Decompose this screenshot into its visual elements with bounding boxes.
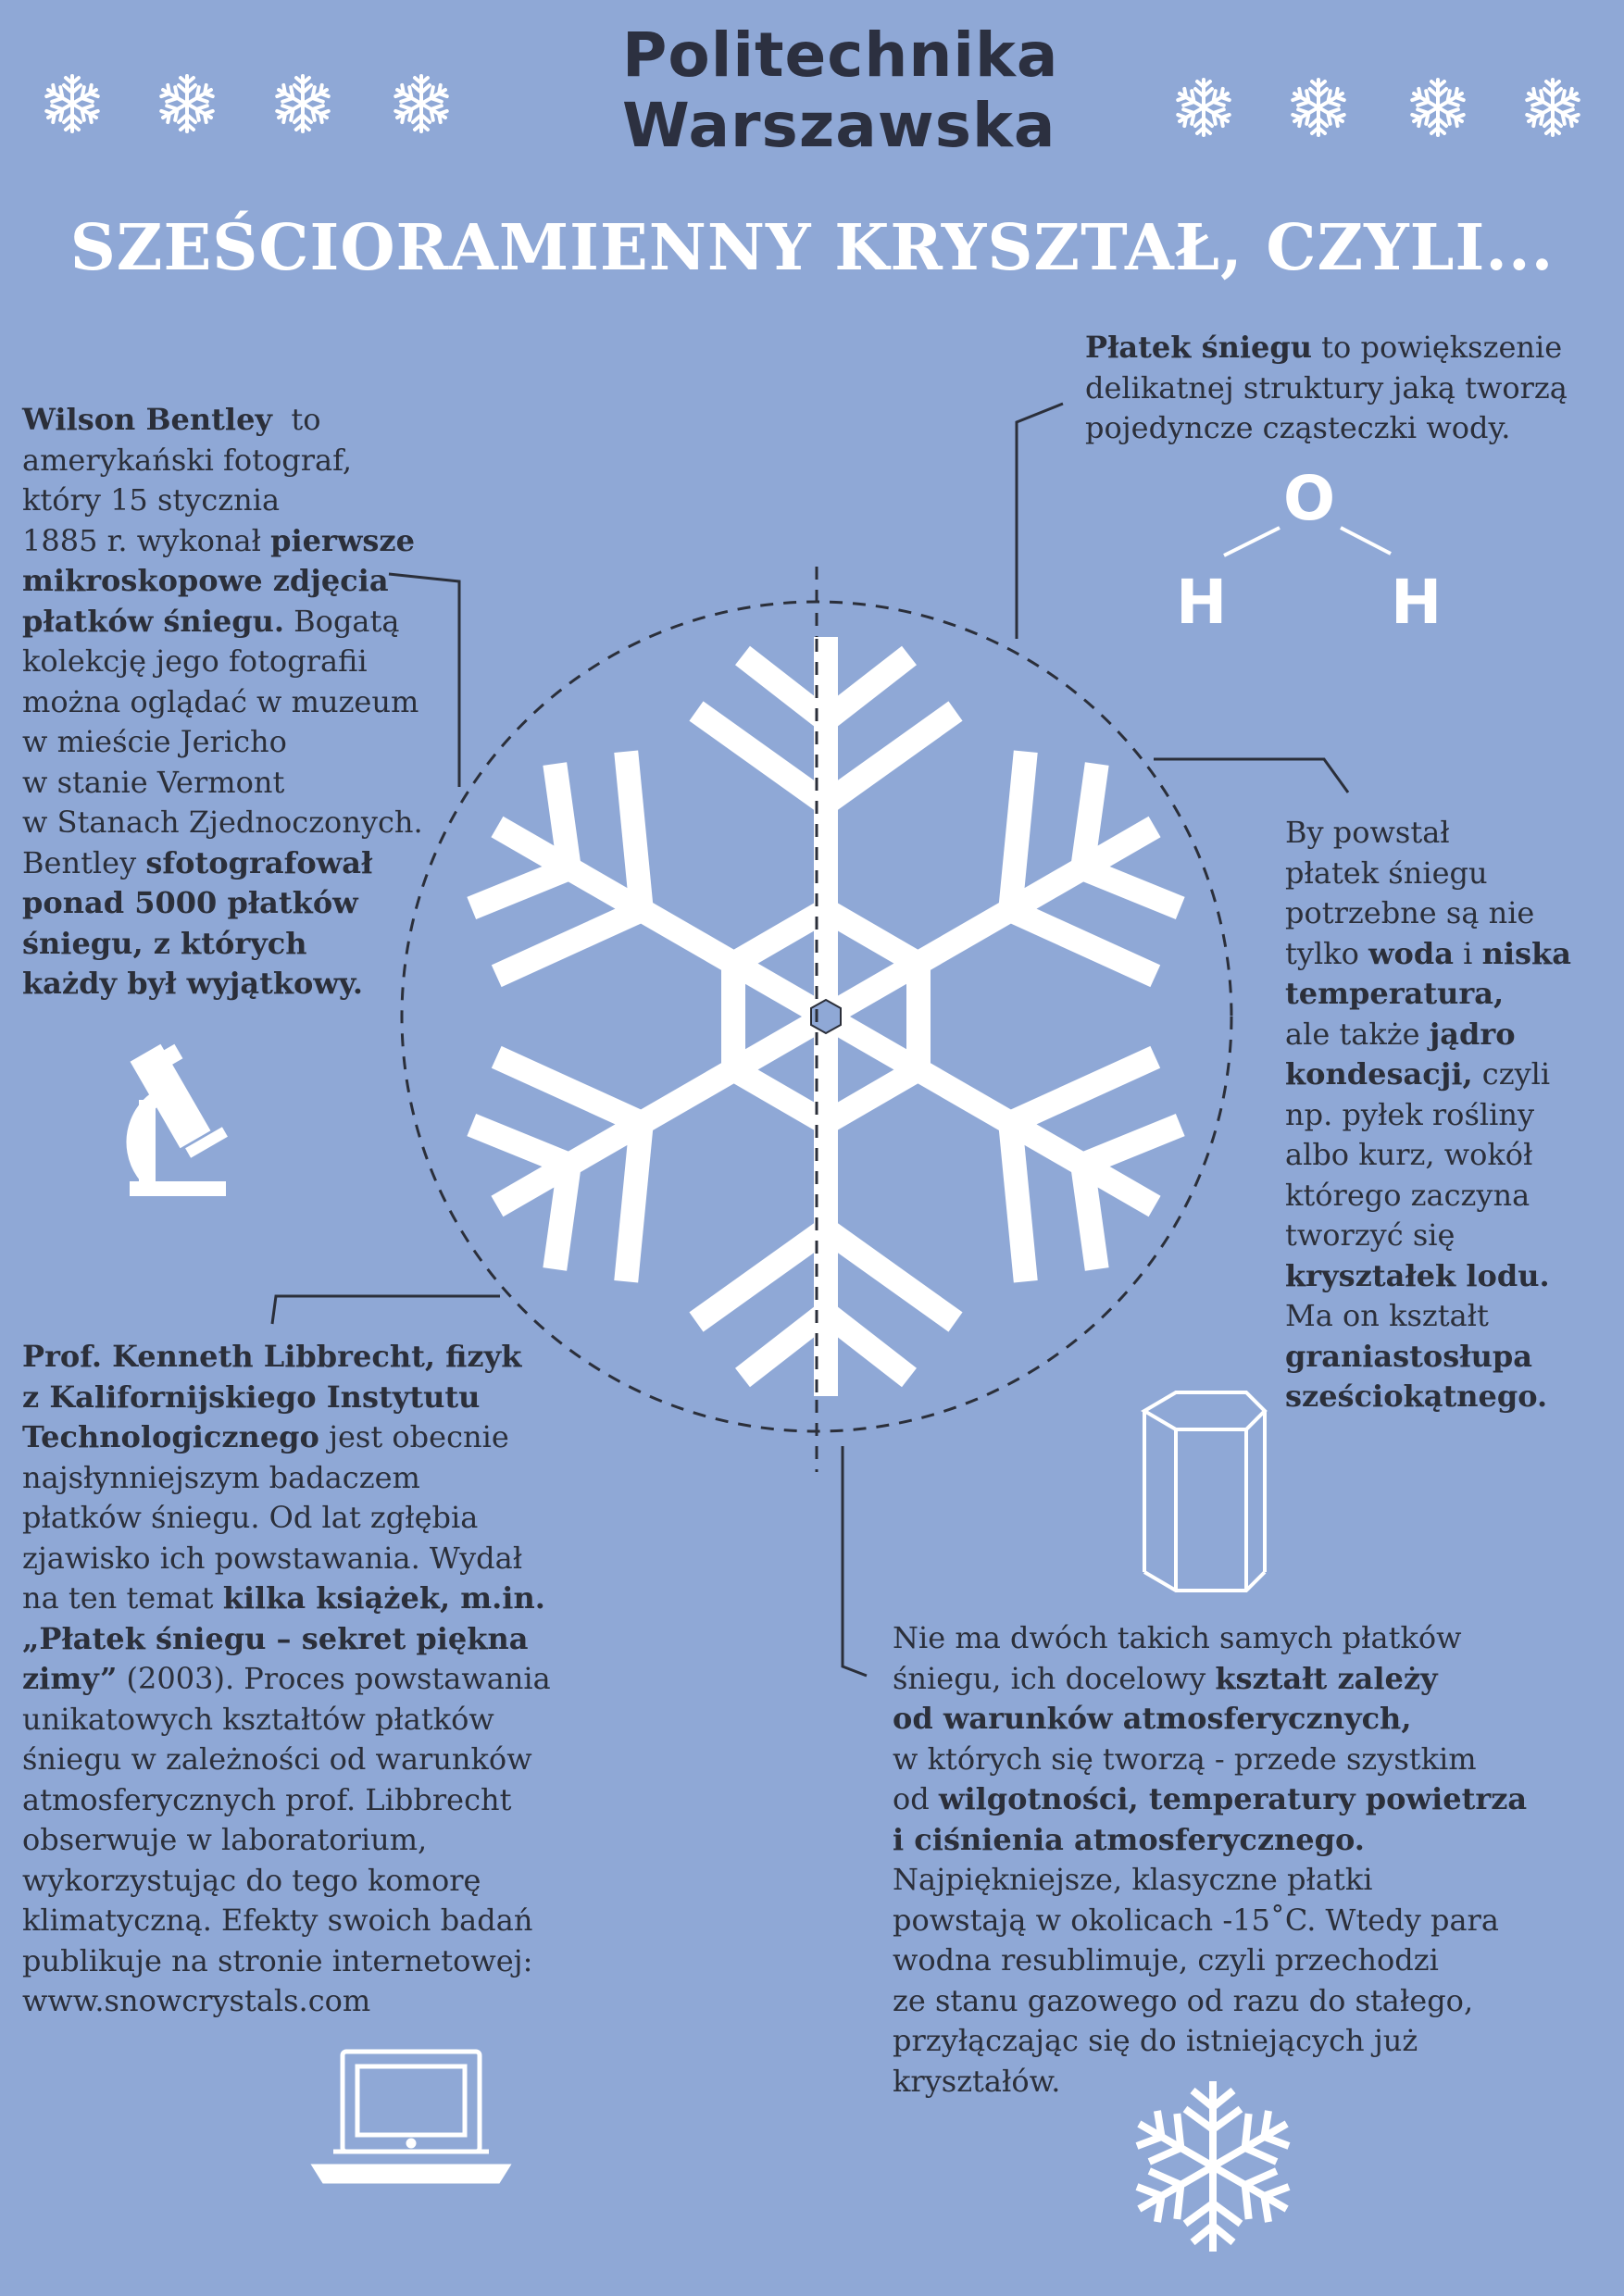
snowflake-icon <box>1525 80 1581 135</box>
big-snowflake-illustration <box>432 637 1219 1396</box>
bentley-text: Wilson Bentley to amerykański fotograf, który 15 stycznia 1885 r. wykonał pierwsze mikroskopowe zdjęcia płatków śniegu. Bogatą kolekcję jego fotografii można oglądać w muzeum w mieście Jericho w stanie Vermont w Stanach Zjednoczonych. Bentley sfotografował ponad 5000 płatków śniegu, z których każdy był wyjątkowy. <box>22 402 423 1001</box>
snowflake-icon <box>275 76 331 131</box>
unique-flakes-text: Nie ma dwóch takich samych płatków śniegu, ich docelowy kształt zależy od warunków atmosferycznych, w których się tworzą - przede szystkim od wilgotności, temperatury powietrza i ciśnienia atmosferycznego. Najpiękniejsze, klasyczne płatki powstają w okolicach -15˚C. Wtedy para wodna resublimuje, czyli przechodzi ze stanu gazowego od razu do stałego, przyłączając się do istniejących już kryształów. <box>893 1620 1528 2099</box>
oxygen-label: O <box>1283 463 1336 534</box>
snowflake-icon <box>1176 80 1232 135</box>
microscope-icon <box>130 1044 228 1196</box>
snowflake-icon <box>1291 80 1347 135</box>
logo-line-1: Politechnika <box>622 19 1059 91</box>
snowflake-definition-text: Płatek śniegu to powiększenie delikatnej struktury jaką tworzą pojedyncze cząsteczki wody. <box>1085 330 1568 445</box>
snowflake-icon <box>1410 80 1467 135</box>
bond-line <box>1224 528 1280 555</box>
page-title: SZEŚCIORAMIENNY KRYSZTAŁ, CZYLI... <box>69 211 1555 285</box>
leader-line <box>843 1446 867 1676</box>
condensation-text: By powstał płatek śniegu potrzebne są nie tylko woda i niska temperatura, ale także jądro kondesacji, czyli np. pyłek rośliny albo kurz, wokół którego zaczyna tworzyć się kryształek lodu. Ma on kształt graniastosłupa sześciokątnego. <box>1285 815 1571 1414</box>
leader-line <box>272 1296 500 1324</box>
snowflake-icon <box>1125 2081 1300 2252</box>
hydrogen-label-left: H <box>1176 567 1228 638</box>
bond-line <box>1341 528 1391 554</box>
laptop-icon <box>315 2052 507 2181</box>
snowflake-icon <box>394 76 450 131</box>
leader-line <box>1017 404 1063 639</box>
logo-line-2: Warszawska <box>622 90 1056 161</box>
leader-line <box>1154 759 1348 792</box>
hexagonal-prism-icon <box>1144 1392 1265 1591</box>
libbrecht-text: Prof. Kenneth Libbrecht, fizyk z Kalifornijskiego Instytutu Technologicznego jest obecnie najsłynniejszym badaczem płatków śniegu. Od lat zgłębia zjawisko ich powstawania. Wydał na ten temat kilka książek, m.in. „Płatek śniegu – sekret piękna zimy” (2003). Proces powstawania unikatowych kształtów płatków śniegu w zależności od warunków atmosferycznych prof. Libbrecht obserwuje w laboratorium, wykorzystując do tego komorę klimatyczną. Efekty swoich badań publikuje na stronie internetowej: www.snowcrystals.com <box>22 1337 559 2022</box>
snowflake-icon <box>44 76 101 131</box>
hydrogen-label-right: H <box>1391 567 1443 638</box>
website-link[interactable]: www.snowcrystals.com <box>22 1983 371 2018</box>
snowflake-icon <box>159 76 216 131</box>
